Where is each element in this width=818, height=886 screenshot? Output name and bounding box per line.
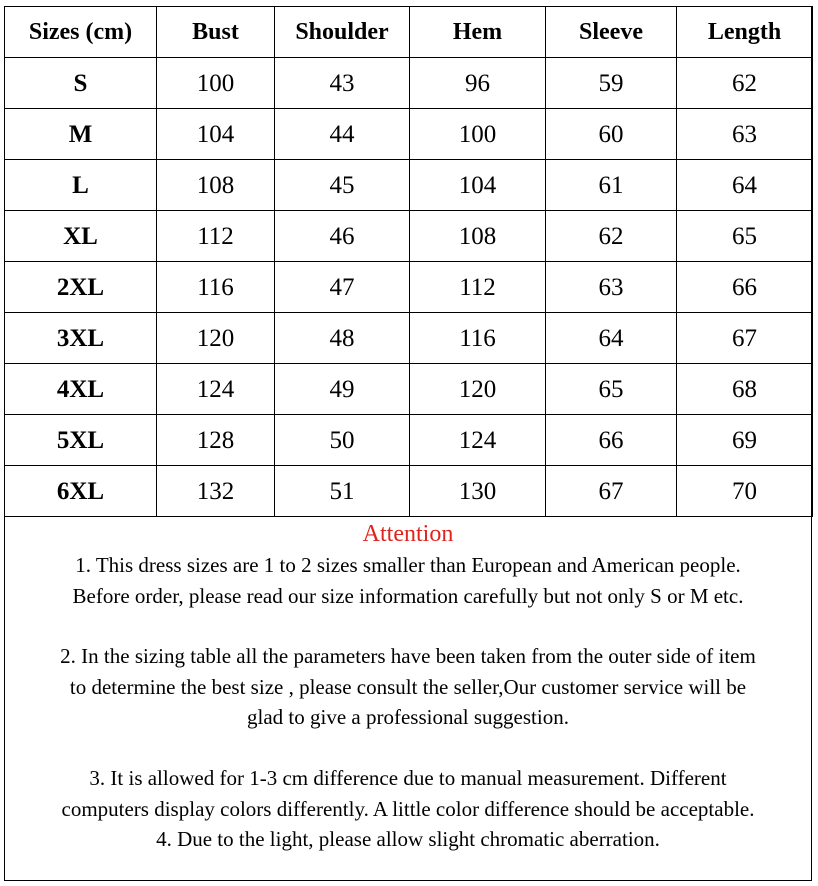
table-body — [5, 58, 813, 517]
header-sizes: Sizes (cm) — [5, 7, 157, 58]
measurement-cell: 66 — [677, 262, 813, 313]
measurement-cell: 43 — [275, 58, 410, 109]
measurement-cell: 50 — [275, 415, 410, 466]
size-cell: S — [5, 58, 157, 109]
measurement-cell: 65 — [546, 364, 677, 415]
note-4-line-1: 4. Due to the light, please allow slight chromatic aberration. — [156, 827, 660, 852]
table-row — [5, 58, 813, 109]
measurement-cell: 120 — [157, 313, 275, 364]
measurement-cell: 67 — [677, 313, 813, 364]
measurement-cell: 120 — [410, 364, 546, 415]
measurement-cell: 130 — [410, 466, 546, 517]
measurement-cell: 96 — [410, 58, 546, 109]
size-cell: 3XL — [5, 313, 157, 364]
table-row — [5, 211, 813, 262]
measurement-cell: 104 — [410, 160, 546, 211]
table-header-row — [5, 7, 813, 58]
table-row — [5, 466, 813, 517]
size-cell: M — [5, 109, 157, 160]
measurement-cell: 112 — [157, 211, 275, 262]
header-sleeve: Sleeve — [546, 7, 677, 58]
measurement-cell: 108 — [410, 211, 546, 262]
measurement-cell: 68 — [677, 364, 813, 415]
measurement-cell: 112 — [410, 262, 546, 313]
measurement-cell: 116 — [157, 262, 275, 313]
table-row — [5, 313, 813, 364]
size-table — [4, 6, 813, 517]
header-hem: Hem — [410, 7, 546, 58]
header-shoulder: Shoulder — [275, 7, 410, 58]
measurement-cell: 128 — [157, 415, 275, 466]
measurement-cell: 63 — [677, 109, 813, 160]
size-cell: 5XL — [5, 415, 157, 466]
measurement-cell: 100 — [157, 58, 275, 109]
measurement-cell: 124 — [157, 364, 275, 415]
table-row — [5, 109, 813, 160]
measurement-cell: 60 — [546, 109, 677, 160]
measurement-cell: 62 — [677, 58, 813, 109]
table-row — [5, 160, 813, 211]
note-3-line-2: computers display colors differently. A little color difference should be acceptable. — [61, 796, 755, 821]
note-2-line-1: 2. In the sizing table all the parameters have been taken from the outer side of item — [60, 644, 756, 669]
note-1-line-2: Before order, please read our size information carefully but not only S or M etc. — [72, 583, 744, 608]
measurement-cell: 45 — [275, 160, 410, 211]
size-cell: 4XL — [5, 364, 157, 415]
table-row — [5, 415, 813, 466]
size-cell: 6XL — [5, 466, 157, 517]
note-1-line-1: 1. This dress sizes are 1 to 2 sizes smaller than European and American people. — [75, 553, 741, 577]
measurement-cell: 47 — [275, 262, 410, 313]
attention-title: Attention — [362, 521, 454, 547]
note-2-line-2: to determine the best size , please consult the seller,Our customer service will be — [69, 674, 747, 699]
measurement-cell: 61 — [546, 160, 677, 211]
measurement-cell: 116 — [410, 313, 546, 364]
measurement-cell: 104 — [157, 109, 275, 160]
measurement-cell: 44 — [275, 109, 410, 160]
measurement-cell: 69 — [677, 415, 813, 466]
note-2-line-3: glad to give a professional suggestion. — [247, 705, 569, 730]
measurement-cell: 108 — [157, 160, 275, 211]
measurement-cell: 59 — [546, 58, 677, 109]
size-cell: L — [5, 160, 157, 211]
attention-notes — [5, 518, 811, 855]
measurement-cell: 48 — [275, 313, 410, 364]
table-row — [5, 364, 813, 415]
measurement-cell: 65 — [677, 211, 813, 262]
note-3-line-1: 3. It is allowed for 1-3 cm difference due to manual measurement. Different — [89, 765, 727, 790]
measurement-cell: 66 — [546, 415, 677, 466]
measurement-cell: 100 — [410, 109, 546, 160]
measurement-cell: 49 — [275, 364, 410, 415]
header-length: Length — [677, 7, 813, 58]
size-cell: 2XL — [5, 262, 157, 313]
header-bust: Bust — [157, 7, 275, 58]
measurement-cell: 64 — [546, 313, 677, 364]
size-chart — [4, 6, 812, 881]
size-cell: XL — [5, 211, 157, 262]
measurement-cell: 46 — [275, 211, 410, 262]
measurement-cell: 67 — [546, 466, 677, 517]
measurement-cell: 62 — [546, 211, 677, 262]
measurement-cell: 70 — [677, 466, 813, 517]
measurement-cell: 51 — [275, 466, 410, 517]
measurement-cell: 132 — [157, 466, 275, 517]
measurement-cell: 124 — [410, 415, 546, 466]
measurement-cell: 64 — [677, 160, 813, 211]
measurement-cell: 63 — [546, 262, 677, 313]
table-row — [5, 262, 813, 313]
